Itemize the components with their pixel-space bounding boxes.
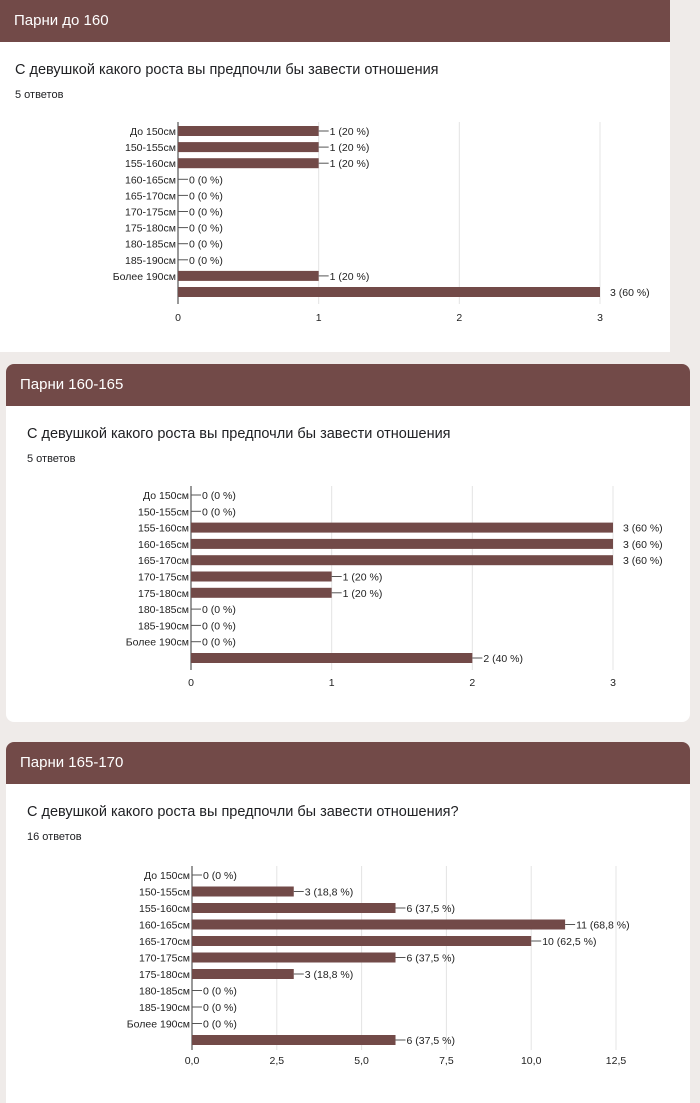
bar — [178, 126, 319, 136]
section-card-1 — [0, 0, 670, 352]
data-label: 0 (0 %) — [202, 490, 236, 502]
data-label: 0 (0 %) — [203, 1018, 237, 1031]
data-label: 1 (20 %) — [342, 587, 383, 600]
bar — [192, 953, 396, 963]
bar — [192, 1035, 396, 1045]
x-tick-label: 2 — [456, 312, 463, 324]
category-label: 165-170см — [138, 936, 190, 948]
section-title: Парни 160-165 — [6, 364, 690, 406]
section-title: Парни до 160 — [0, 0, 670, 42]
data-label: 0 (0 %) — [202, 506, 236, 519]
response-count: 5 ответов — [15, 89, 64, 101]
bar — [192, 903, 396, 913]
category-label: 170-175см — [124, 206, 176, 219]
x-tick-label: 0 — [175, 312, 181, 324]
x-tick-label: 3 — [610, 677, 616, 689]
bar — [178, 271, 319, 281]
data-label: 6 (37,5 %) — [406, 1035, 455, 1047]
question-title: С девушкой какого роста вы предпочли бы завести отношения — [27, 426, 451, 442]
x-tick-label: 12,5 — [605, 1055, 627, 1067]
bar — [191, 523, 613, 533]
category-label: 160-165см — [137, 538, 189, 551]
section-card-3 — [6, 742, 690, 1103]
data-label: 3 (60 %) — [623, 555, 663, 568]
category-label: Более 190см — [126, 1018, 190, 1031]
x-tick-label: 1 — [315, 312, 322, 324]
category-label: Более 190см — [125, 636, 189, 649]
bar — [178, 287, 600, 297]
category-label: До 150см — [144, 870, 190, 882]
bar — [178, 142, 319, 152]
category-label: 185-190см — [137, 620, 189, 633]
data-label: 0 (0 %) — [189, 174, 223, 187]
question-title: С девушкой какого роста вы предпочли бы завести отношения? — [27, 804, 459, 820]
data-label: 1 (20 %) — [329, 158, 370, 171]
x-tick-label: 2,5 — [269, 1055, 285, 1067]
bar — [178, 158, 319, 168]
category-label: До 150см — [143, 490, 189, 502]
category-label: 165-170см — [137, 555, 189, 568]
category-label: 175-180см — [124, 222, 176, 235]
data-label: 0 (0 %) — [189, 238, 223, 251]
category-label: До 150см — [130, 126, 176, 138]
data-label: 0 (0 %) — [203, 1002, 237, 1014]
category-label: 175-180см — [137, 587, 189, 600]
bar — [191, 653, 472, 663]
bar — [191, 588, 332, 598]
data-label: 10 (62,5 %) — [542, 936, 597, 948]
x-tick-label: 10,0 — [520, 1055, 542, 1067]
data-label: 0 (0 %) — [202, 604, 236, 617]
category-label: 170-175см — [137, 571, 189, 584]
bar — [192, 969, 294, 979]
bar-chart — [0, 0, 670, 352]
x-tick-label: 3 — [597, 312, 603, 324]
section-title: Парни 165-170 — [6, 742, 690, 784]
category-label: 165-170см — [124, 190, 176, 203]
data-label: 1 (20 %) — [329, 270, 370, 283]
bar — [192, 887, 294, 897]
data-label: 6 (37,5 %) — [406, 903, 455, 915]
bar — [191, 555, 613, 565]
category-label: 150-155см — [137, 506, 189, 519]
category-label: 155-160см — [124, 158, 176, 171]
data-label: 0 (0 %) — [203, 870, 237, 882]
category-label: 180-185см — [138, 985, 190, 998]
bar-chart — [6, 364, 690, 722]
response-count: 16 ответов — [27, 831, 82, 843]
data-label: 0 (0 %) — [202, 636, 236, 649]
category-label: 150-155см — [138, 886, 190, 899]
x-tick-label: 0 — [188, 677, 194, 689]
data-label: 11 (68,8 %) — [576, 919, 630, 932]
data-label: 6 (37,5 %) — [406, 952, 455, 965]
data-label: 0 (0 %) — [189, 206, 223, 219]
data-label: 3 (60 %) — [623, 522, 663, 535]
data-label: 1 (20 %) — [329, 126, 370, 138]
x-tick-label: 0,0 — [184, 1055, 200, 1067]
data-label: 1 (20 %) — [342, 571, 383, 584]
response-count: 5 ответов — [27, 453, 76, 465]
x-tick-label: 2 — [469, 677, 476, 689]
category-label: 175-180см — [138, 969, 190, 981]
data-label: 3 (60 %) — [623, 538, 663, 551]
question-title: С девушкой какого роста вы предпочли бы завести отношения — [15, 62, 439, 78]
data-label: 0 (0 %) — [189, 190, 223, 203]
data-label: 0 (0 %) — [189, 222, 223, 235]
category-label: Более 190см — [112, 270, 176, 283]
x-tick-label: 1 — [328, 677, 335, 689]
x-tick-label: 5,0 — [354, 1055, 369, 1067]
category-label: 170-175см — [138, 952, 190, 965]
data-label: 0 (0 %) — [189, 254, 223, 267]
data-label: 3 (18,8 %) — [304, 886, 354, 899]
x-tick-label: 7,5 — [439, 1055, 454, 1067]
data-label: 2 (40 %) — [483, 653, 524, 665]
category-label: 180-185см — [124, 238, 176, 251]
bar — [192, 936, 531, 946]
category-label: 185-190см — [138, 1002, 190, 1014]
data-label: 0 (0 %) — [202, 620, 236, 633]
category-label: 185-190см — [124, 254, 176, 267]
data-label: 3 (60 %) — [610, 287, 650, 299]
bar — [192, 920, 565, 930]
bar — [191, 539, 613, 549]
data-label: 0 (0 %) — [203, 985, 237, 998]
bar — [191, 572, 332, 582]
section-card-2 — [6, 364, 690, 722]
category-label: 155-160см — [137, 522, 189, 535]
data-label: 3 (18,8 %) — [304, 969, 354, 981]
category-label: 155-160см — [138, 903, 190, 915]
category-label: 180-185см — [137, 604, 189, 617]
bar-chart — [6, 742, 690, 1103]
data-label: 1 (20 %) — [329, 142, 370, 155]
category-label: 160-165см — [124, 174, 176, 187]
category-label: 160-165см — [138, 919, 190, 932]
category-label: 150-155см — [124, 142, 176, 155]
